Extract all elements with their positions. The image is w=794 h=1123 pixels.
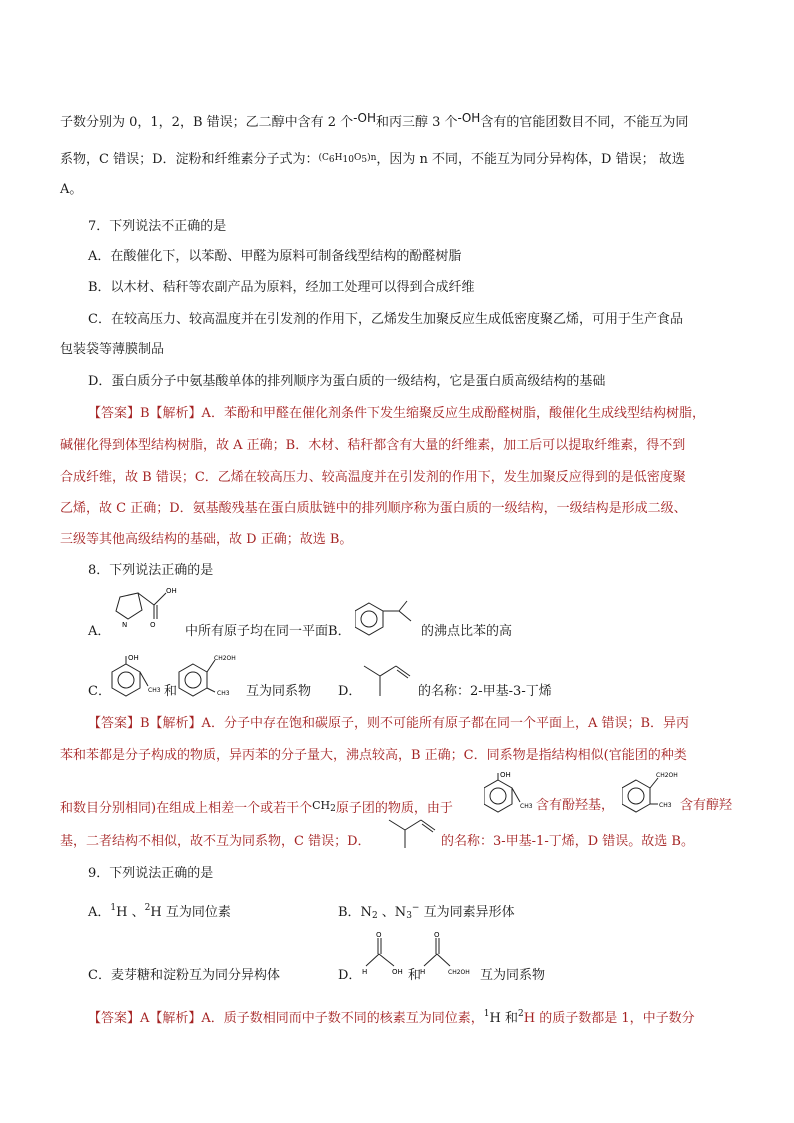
answer-text: 乙烯，故 C 正确；D．氨基酸残基在蛋白质肽链中的排列顺序称为蛋白质的一级结构，一级结构是形成二级、 [60,501,687,516]
option-b: B．$N_2$ 、$N_3^-$ 互为同素异形体 [338,903,515,921]
svg-text:O: O [150,621,156,629]
option-b-text: 的沸点比苯的高 [421,624,513,639]
methylbenzyl-alcohol-structure-icon [177,652,239,698]
svg-text:OH: OH [166,587,177,595]
svg-text:H: H [420,968,426,976]
formic-acid-structure-icon [358,930,410,982]
option-b: B．以木材、秸秆等农副产品为原料，经加工处理可以得到合成纤维 [88,280,475,295]
answer-text: 碱催化得到体型结构树脂，故 A 正确；B．木材、秸秆都含有大量的纤维素，加工后可以提取纤维素，得不到 [60,438,686,453]
option-d-text: 的名称：2-甲基-3-丁烯 [418,684,552,699]
svg-text:OH: OH [128,654,139,662]
question-stem: 8．下列说法正确的是 [88,563,214,578]
svg-text:CH2OH: CH2OH [656,772,678,779]
answer-text: 【答案】B【解析】A．苯酚和甲醛在催化剂条件下发生缩聚反应生成酚醛树脂，酸催化生成线型结构树脂， [88,406,705,421]
svg-text:OH: OH [392,968,403,976]
methylbutene-structure-icon [360,652,414,700]
answer-text: 基，二者结构不相似，故不互为同系物，C 错误；D． [60,834,371,849]
answer-text: 苯和苯都是分子构成的物质，异丙苯的分子量大，沸点较高，B 正确；C．同系物是指结构相似(官能团的种类 [60,748,687,763]
option-a-text: 中所有原子均在同一平面B． [185,624,351,639]
option-d: D．蛋白质分子中氨基酸单体的排列顺序为蛋白质的一级结构，它是蛋白质高级结构的基础 [88,374,606,389]
question-stem: 7．下列说法不正确的是 [88,219,227,234]
option-d-text: 互为同系物 [480,968,546,983]
answer-text: 【答案】A【解析】A．质子数相同而中子数不同的核素互为同位素，$^1$H 和$^2$H 的质子数都是 1，中子数分 [88,1009,695,1026]
option-c-cont: 包装袋等薄膜制品 [60,342,165,357]
svg-text:N: N [122,621,128,629]
svg-text:OH: OH [500,771,511,779]
option-a: A． [88,624,111,639]
answer-text: 三级等其他高级结构的基础，故 D 正确；故选 B。 [60,532,353,547]
option-d-label: D． [338,968,362,983]
svg-text:CH2OH: CH2OH [448,969,470,976]
option-a: A．$^1$H 、$^2$H 互为同位素 [88,903,231,920]
methylbutene-structure-icon [385,810,441,850]
svg-text:CH3: CH3 [148,687,161,694]
methylbenzyl-alcohol-structure-icon [622,770,680,814]
svg-text:CH3: CH3 [659,802,672,809]
and-word: 和 [164,684,178,699]
proline-structure-icon [110,583,182,629]
option-c: C．麦芽糖和淀粉互为同分异构体 [88,968,280,983]
option-a: A．在酸催化下，以苯酚、甲醛为原料可制备线型结构的酚醛树脂 [88,249,462,264]
hydroxyl-formula: -OH [353,111,376,125]
text-line: 子数分别为 0，1，2，B 错误；乙二醇中含有 2 个-OH和丙三醇 3 个-OH含有的官能团数目不同，不能互为同 [60,111,689,130]
option-d-label: D． [338,684,362,699]
answer-text: 合成纤维，故 B 错误；C．乙烯在较高压力、较高温度并在引发剂的作用下，发生加聚反应得到的是低密度聚 [60,470,686,485]
answer-text: 含有酚羟基， [536,798,615,813]
question-stem: 9．下列说法正确的是 [88,866,214,881]
hydroxyacetaldehyde-structure-icon [418,930,480,982]
answer-text: 的名称：3-甲基-1-丁烯，D 错误。故选 B。 [441,834,694,849]
svg-text:O: O [376,931,382,939]
hydroxyl-formula: -OH [457,111,481,125]
svg-text:CH3: CH3 [520,803,533,810]
option-c-text: 互为同系物 [246,684,312,699]
svg-text:CH3: CH3 [217,690,230,697]
svg-text:CH2OH: CH2OH [214,655,236,662]
answer-text: 【答案】B【解析】A．分子中存在饱和碳原子，则不可能所有原子都在同一个平面上，A 错误；B．异丙 [88,716,690,731]
svg-text:O: O [434,931,440,939]
text-line: A。 [60,182,83,197]
option-c: C． [88,684,111,699]
answer-text: 含有醇羟 [680,798,733,813]
cresol-structure-icon [484,770,536,814]
text-line: 系物，C 错误；D．淀粉和纤维素分子式为：$^{(C6H10O5)n}$，因为 n 不同，不能互为同分异构体，D 错误； 故选 [60,152,685,167]
answer-text: 和数目分别相同)在组成上相差一个或若干个$^{CH_2}$原子团的物质，由于 [60,799,453,816]
svg-text:H: H [362,968,368,976]
cellulose-formula: (C6H10O5)n [318,153,377,165]
and-word: 和 [408,968,422,983]
option-c: C．在较高压力、较高温度并在引发剂的作用下，乙烯发生加聚反应生成低密度聚乙烯，可用于生产食品 [88,312,683,327]
cresol-structure-icon [110,652,166,698]
isopropylbenzene-structure-icon [355,599,421,639]
